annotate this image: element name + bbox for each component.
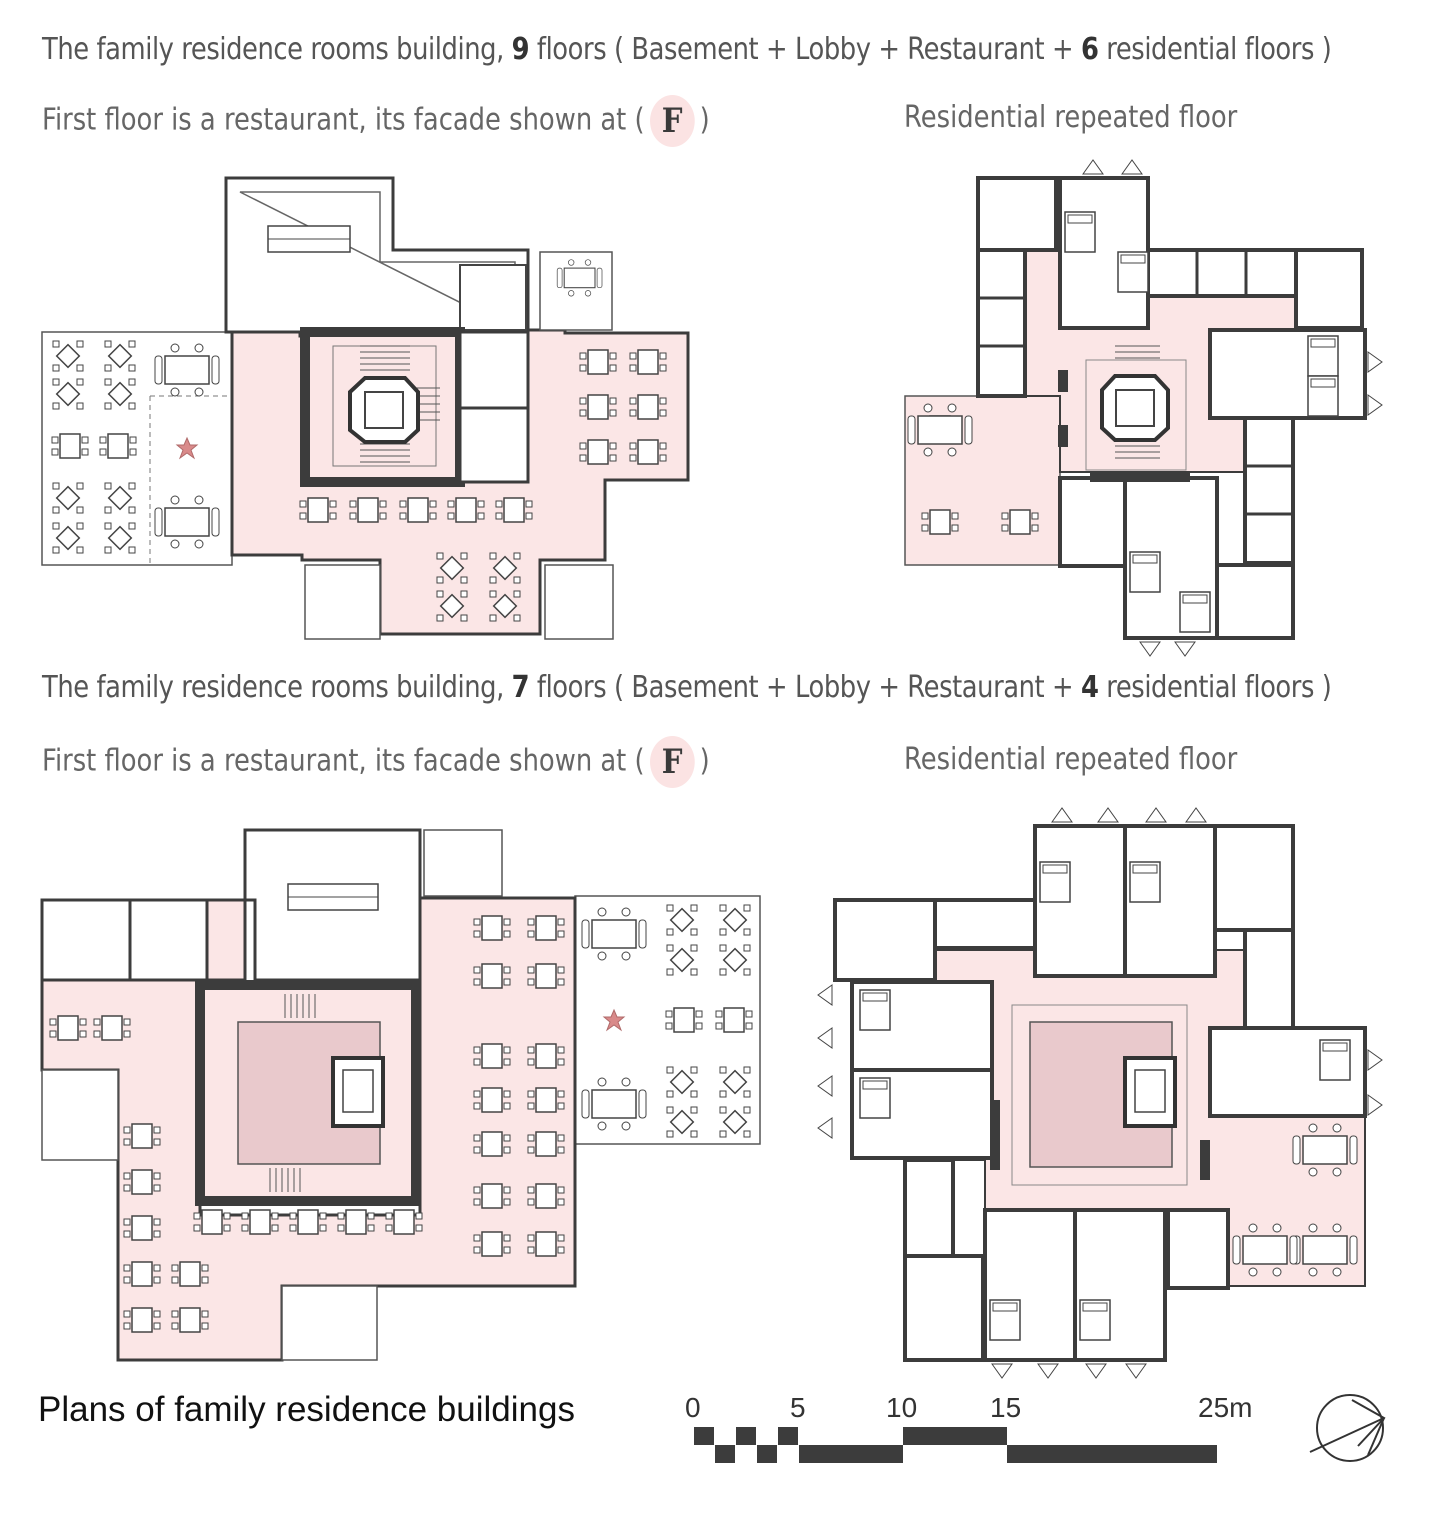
facade-marker-icon: F	[650, 736, 695, 788]
scale-label-0: 0	[685, 1392, 701, 1423]
plan-top-residential	[905, 160, 1382, 656]
top-repeated-floor-label: Residential repeated floor	[904, 100, 1238, 135]
north-arrow-icon	[1310, 1395, 1384, 1461]
scale-bar	[694, 1427, 1217, 1463]
figure-caption: Plans of family residence buildings	[38, 1390, 575, 1429]
scale-label-15: 15	[990, 1392, 1022, 1423]
scale-label-10: 10	[886, 1392, 918, 1423]
bottom-repeated-floor-label: Residential repeated floor	[904, 742, 1238, 777]
top-first-floor-label: First floor is a restaurant, its facade shown at ( F )	[42, 95, 710, 147]
bottom-first-floor-label: First floor is a restaurant, its facade shown at ( F )	[42, 736, 710, 788]
scale-label-5: 5	[790, 1392, 806, 1423]
facade-marker-icon: F	[650, 95, 695, 147]
plan-bottom-residential	[818, 808, 1382, 1378]
top-plan-heading: The family residence rooms building, 9 floors ( Basement + Lobby + Restaurant + 6 residential floors )	[42, 32, 1332, 67]
plan-bottom-restaurant	[42, 830, 760, 1360]
plan-top-restaurant	[42, 178, 688, 639]
scale-label-25m: 25m	[1198, 1392, 1253, 1423]
bottom-plan-heading: The family residence rooms building, 7 floors ( Basement + Lobby + Restaurant + 4 residential floors )	[42, 670, 1332, 705]
